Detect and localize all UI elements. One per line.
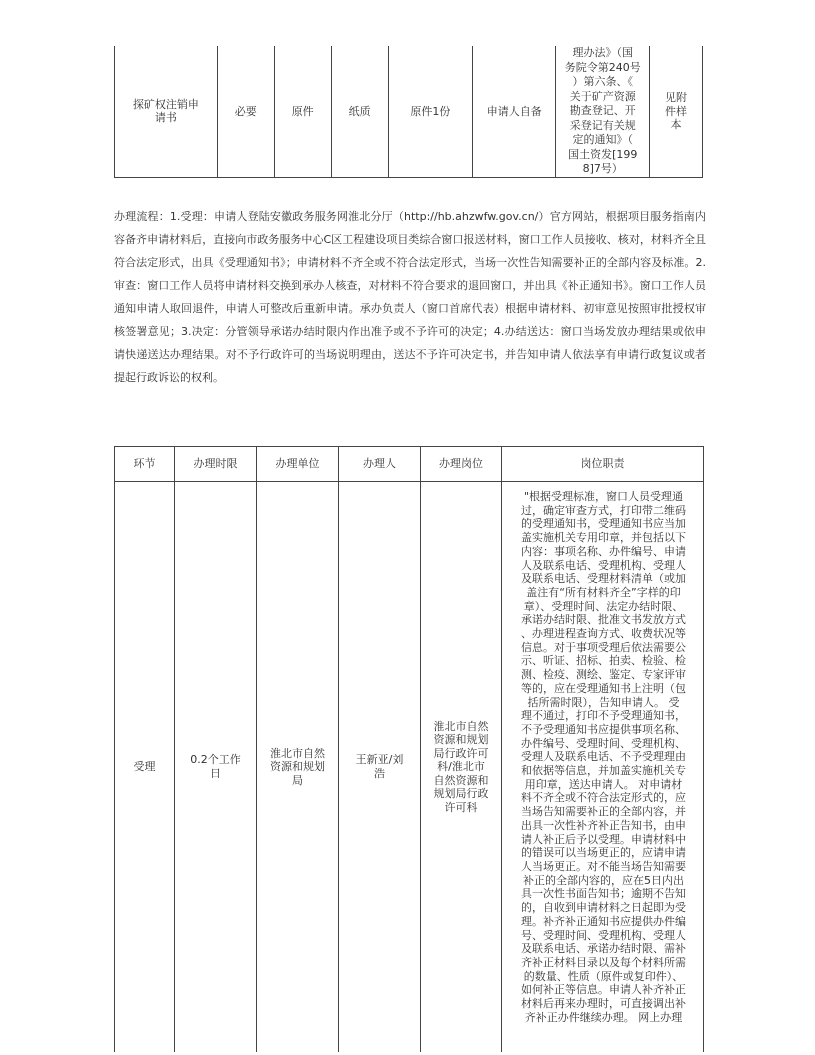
basis-cell: 理办法》（国 务院令第240号 ）第六条、《 关于矿产资源 勘查登记、开 采登记有关规 定的通知》（ 国土资发[199 8]7号）	[556, 46, 650, 177]
sample-cell: 见附 件样 本	[650, 46, 703, 177]
duty-cell: "根据受理标准，窗口人员受理通 过，确定审查方式，打印带二维码 的受理通知书，受理通知书应当加 盖实施机关专用印章，并包括以下 内容：事项名称、办件编号、申请 人及联系电话、受理机构、受理人 及联系电话、受理材料清单（或加 盖注有“所有材料齐全”字样的印 章）、受理时间、法定办结时限、 承诺办结时限、批准文书发放方式 、办理进程查询方式、收费状况等 信息。对于事项受理后依法需要公 示、听证、招标、拍卖、检验、检 测、检疫、测绘、鉴定、专家评审 等的，应在受理通知书上注明（包 括所需时限），告知申请人。 受 理不通过，打印不予受理通知书， 不予受理通知书应提供事项名称、 办件编号、受理时间、受理机构、 受理人及联系电话、不予受理理由 和依据等信息，并加盖实施机关专 用印章，送达申请人。 对申请材 料不齐全或不符合法定形式的，应 当场告知需要补正的全部内容，并 出具一次性补齐补正告知书，由申 请人补正后予以受理。申请材料中 的错误可以当场更正的，应请申请 人当场更正。对不能当场告知需要 补正的全部内容的，应在5日内出 具一次性书面告知书；逾期不告知 的，自收到申请材料之日起即为受 理。补齐补正通知书应提供办件编 号、受理时间、受理机构、受理人 及联系电话、承诺办结时限、需补 齐补正材料目录以及每个材料所需 的数量、性质（原件或复印件）、 如何补正等信息。申请人补齐补正 材料后再来办理时，可直接调出补 齐补正办件继续办理。 网上办理	[502, 482, 704, 1052]
header-stage: 环节	[115, 447, 175, 482]
process-table	[114, 446, 704, 1052]
copies-cell: 原件1份	[388, 46, 472, 177]
process-description: 办理流程：1.受理：申请人登陆安徽政务服务网淮北分厅（http://hb.ahzwfw.gov.cn/）官方网站，根据项目服务指南内容备齐申请材料后，直接向市政务服务中心C区工程建设项目类综合窗口报送材料，窗口工作人员接收、核对，材料齐全且符合法定形式，出具《受理通知书》；申请材料不齐全或不符合法定形式，当场一次性告知需要补正的全部内容及标准。2.审查：窗口工作人员将申请材料交换到承办人核查，对材料不符合要求的退回窗口，并出具《补正通知书》。窗口工作人员通知申请人取回退件，申请人可整改后重新申请。承办负责人（窗口首席代表）根据申请材料、初审意见按照审批授权审核签署意见；3.决定：分管领导承诺办结时限内作出准予或不予许可的决定；4.办结送达：窗口当场发放办理结果或依申请快递送达办理结果。对不予行政许可的当场说明理由，送达不予许可决定书，并告知申请人依法享有申请行政复议或者提起行政诉讼的权利。	[114, 210, 706, 384]
material-format-cell: 纸质	[331, 46, 388, 177]
table-row	[115, 482, 704, 1052]
material-type-cell: 原件	[274, 46, 331, 177]
table-row	[115, 46, 703, 177]
source-cell: 申请人自备	[473, 46, 556, 177]
header-unit: 办理单位	[257, 447, 339, 482]
post-cell: 淮北市自然 资源和规划 局行政许可 科/淮北市 自然资源和 规划局行政 许可科	[421, 482, 502, 1052]
necessity-cell: 必要	[217, 46, 274, 177]
handler-cell: 王新亚/刘 浩	[339, 482, 421, 1052]
table-header-row	[115, 447, 704, 482]
header-post: 办理岗位	[421, 447, 502, 482]
unit-cell: 淮北市自然 资源和规划 局	[257, 482, 339, 1052]
material-name-cell: 探矿权注销申 请书	[115, 46, 218, 177]
materials-table	[114, 46, 703, 178]
time-limit-cell: 0.2个工作 日	[175, 482, 257, 1052]
stage-cell: 受理	[115, 482, 175, 1052]
header-duty: 岗位职责	[502, 447, 704, 482]
header-handler: 办理人	[339, 447, 421, 482]
header-time-limit: 办理时限	[175, 447, 257, 482]
